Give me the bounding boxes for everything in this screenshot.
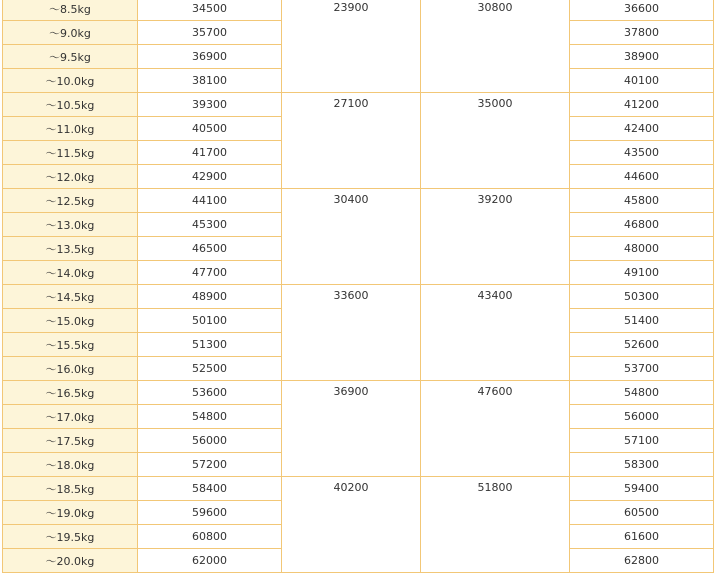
price-cell-a: 54800 bbox=[138, 405, 282, 429]
weight-cell: ～9.0kg bbox=[3, 21, 138, 45]
weight-cell: ～17.0kg bbox=[3, 405, 138, 429]
price-cell-b: 57100 bbox=[570, 429, 714, 453]
price-cell-b: 56000 bbox=[570, 405, 714, 429]
weight-cell: ～13.5kg bbox=[3, 237, 138, 261]
price-cell-b: 51400 bbox=[570, 309, 714, 333]
group-price-cell-c: 23900 bbox=[282, 0, 421, 93]
weight-cell: ～18.0kg bbox=[3, 453, 138, 477]
price-cell-b: 60500 bbox=[570, 501, 714, 525]
price-cell-b: 43500 bbox=[570, 141, 714, 165]
weight-cell: ～16.5kg bbox=[3, 381, 138, 405]
weight-cell: ～15.5kg bbox=[3, 333, 138, 357]
price-cell-a: 44100 bbox=[138, 189, 282, 213]
price-cell-b: 59400 bbox=[570, 477, 714, 501]
price-cell-a: 53600 bbox=[138, 381, 282, 405]
price-cell-a: 41700 bbox=[138, 141, 282, 165]
weight-cell: ～11.5kg bbox=[3, 141, 138, 165]
price-cell-b: 50300 bbox=[570, 285, 714, 309]
table-row bbox=[3, 381, 714, 405]
weight-cell: ～11.0kg bbox=[3, 117, 138, 141]
price-cell-a: 46500 bbox=[138, 237, 282, 261]
price-cell-b: 49100 bbox=[570, 261, 714, 285]
price-cell-b: 38900 bbox=[570, 45, 714, 69]
price-cell-b: 58300 bbox=[570, 453, 714, 477]
table-row bbox=[3, 93, 714, 117]
price-cell-a: 51300 bbox=[138, 333, 282, 357]
price-cell-b: 61600 bbox=[570, 525, 714, 549]
price-cell-a: 58400 bbox=[138, 477, 282, 501]
price-cell-a: 34500 bbox=[138, 0, 282, 21]
weight-cell: ～10.0kg bbox=[3, 69, 138, 93]
price-cell-a: 60800 bbox=[138, 525, 282, 549]
price-cell-b: 52600 bbox=[570, 333, 714, 357]
weight-cell: ～15.0kg bbox=[3, 309, 138, 333]
price-cell-b: 40100 bbox=[570, 69, 714, 93]
group-price-cell-c: 40200 bbox=[282, 477, 421, 573]
weight-cell: ～8.5kg bbox=[3, 0, 138, 21]
price-cell-a: 35700 bbox=[138, 21, 282, 45]
weight-cell: ～9.5kg bbox=[3, 45, 138, 69]
price-cell-b: 46800 bbox=[570, 213, 714, 237]
table-row bbox=[3, 285, 714, 309]
weight-cell: ～19.5kg bbox=[3, 525, 138, 549]
weight-cell: ～20.0kg bbox=[3, 549, 138, 573]
weight-cell: ～12.5kg bbox=[3, 189, 138, 213]
shipping-rate-table bbox=[2, 0, 714, 573]
weight-cell: ～16.0kg bbox=[3, 357, 138, 381]
price-cell-a: 48900 bbox=[138, 285, 282, 309]
price-cell-a: 39300 bbox=[138, 93, 282, 117]
price-cell-a: 52500 bbox=[138, 357, 282, 381]
price-cell-b: 48000 bbox=[570, 237, 714, 261]
price-cell-b: 36600 bbox=[570, 0, 714, 21]
group-price-cell-c: 30400 bbox=[282, 189, 421, 285]
weight-cell: ～18.5kg bbox=[3, 477, 138, 501]
price-cell-b: 44600 bbox=[570, 165, 714, 189]
group-price-cell-c: 36900 bbox=[282, 381, 421, 477]
price-cell-a: 59600 bbox=[138, 501, 282, 525]
price-cell-a: 36900 bbox=[138, 45, 282, 69]
table-row bbox=[3, 189, 714, 213]
table-row bbox=[3, 477, 714, 501]
price-cell-b: 42400 bbox=[570, 117, 714, 141]
weight-cell: ～14.0kg bbox=[3, 261, 138, 285]
price-cell-a: 50100 bbox=[138, 309, 282, 333]
price-cell-a: 42900 bbox=[138, 165, 282, 189]
weight-cell: ～12.0kg bbox=[3, 165, 138, 189]
price-cell-a: 57200 bbox=[138, 453, 282, 477]
weight-cell: ～13.0kg bbox=[3, 213, 138, 237]
group-price-cell-d: 35000 bbox=[421, 93, 570, 189]
price-cell-b: 37800 bbox=[570, 21, 714, 45]
price-cell-a: 40500 bbox=[138, 117, 282, 141]
price-cell-b: 41200 bbox=[570, 93, 714, 117]
weight-cell: ～19.0kg bbox=[3, 501, 138, 525]
price-cell-b: 62800 bbox=[570, 549, 714, 573]
group-price-cell-c: 33600 bbox=[282, 285, 421, 381]
rate-table-body bbox=[3, 0, 714, 573]
price-cell-a: 38100 bbox=[138, 69, 282, 93]
table-row bbox=[3, 0, 714, 21]
weight-cell: ～17.5kg bbox=[3, 429, 138, 453]
group-price-cell-c: 27100 bbox=[282, 93, 421, 189]
group-price-cell-d: 47600 bbox=[421, 381, 570, 477]
price-cell-b: 53700 bbox=[570, 357, 714, 381]
weight-cell: ～14.5kg bbox=[3, 285, 138, 309]
group-price-cell-d: 43400 bbox=[421, 285, 570, 381]
price-cell-a: 45300 bbox=[138, 213, 282, 237]
group-price-cell-d: 51800 bbox=[421, 477, 570, 573]
price-cell-b: 54800 bbox=[570, 381, 714, 405]
group-price-cell-d: 39200 bbox=[421, 189, 570, 285]
weight-cell: ～10.5kg bbox=[3, 93, 138, 117]
price-cell-b: 45800 bbox=[570, 189, 714, 213]
price-cell-a: 56000 bbox=[138, 429, 282, 453]
group-price-cell-d: 30800 bbox=[421, 0, 570, 93]
price-cell-a: 62000 bbox=[138, 549, 282, 573]
price-cell-a: 47700 bbox=[138, 261, 282, 285]
